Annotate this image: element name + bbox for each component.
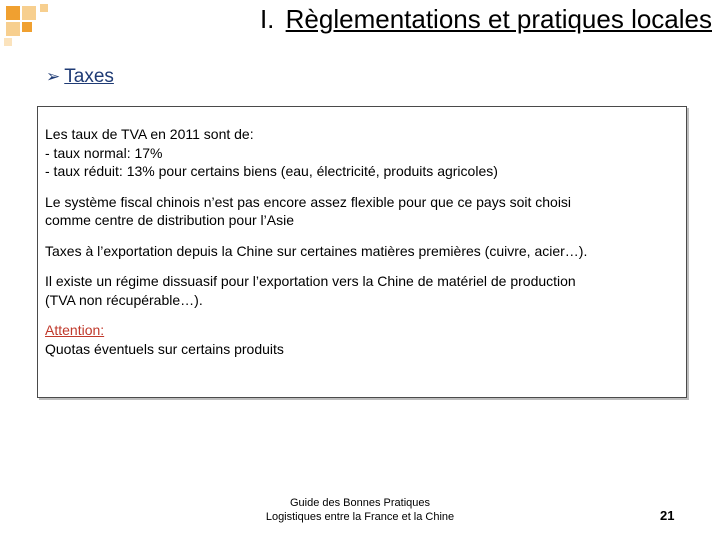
vat-line: Les taux de TVA en 2011 sont de:	[45, 126, 254, 142]
footer	[0, 496, 720, 524]
attention-text: Quotas éventuels sur certains produits	[45, 340, 284, 357]
attention-label: Attention:	[45, 322, 105, 338]
vat-line: - taux réduit: 13% pour certains biens (eau, électricité, produits agricoles)	[45, 163, 498, 179]
page-number: 21	[660, 508, 675, 523]
vat-line: - taux normal: 17%	[45, 144, 163, 161]
fiscal-paragraph	[45, 193, 686, 230]
fiscal-line: Le système fiscal chinois n’est pas encore assez flexible pour que ce pays soit choisi	[45, 193, 572, 210]
footer-line: Guide des Bonnes Pratiques	[289, 497, 431, 509]
corner-decoration	[0, 0, 60, 50]
vat-paragraph	[45, 125, 686, 181]
regime-paragraph	[45, 272, 686, 309]
title-text: Règlementations et pratiques locales	[285, 4, 712, 34]
title-number: I.	[259, 4, 275, 34]
slide-title	[260, 2, 712, 36]
export-paragraph	[45, 242, 686, 261]
export-line: Taxes à l’exportation depuis la Chine sur certaines matières premières (cuivre, acier…).	[45, 242, 588, 259]
fiscal-line: comme centre de distribution pour l’Asie	[45, 212, 295, 228]
regime-line: (TVA non récupérable…).	[45, 291, 203, 308]
regime-line: Il existe un régime dissuasif pour l’exportation vers la Chine de matériel de production	[45, 273, 576, 289]
section-bullet	[46, 64, 114, 90]
attention-paragraph	[45, 321, 686, 358]
footer-line: Logistiques entre la France et la Chine	[265, 511, 455, 523]
section-label: Taxes	[64, 66, 114, 87]
arrow-bullet-icon: ➢	[46, 67, 61, 87]
content-box	[37, 106, 687, 398]
